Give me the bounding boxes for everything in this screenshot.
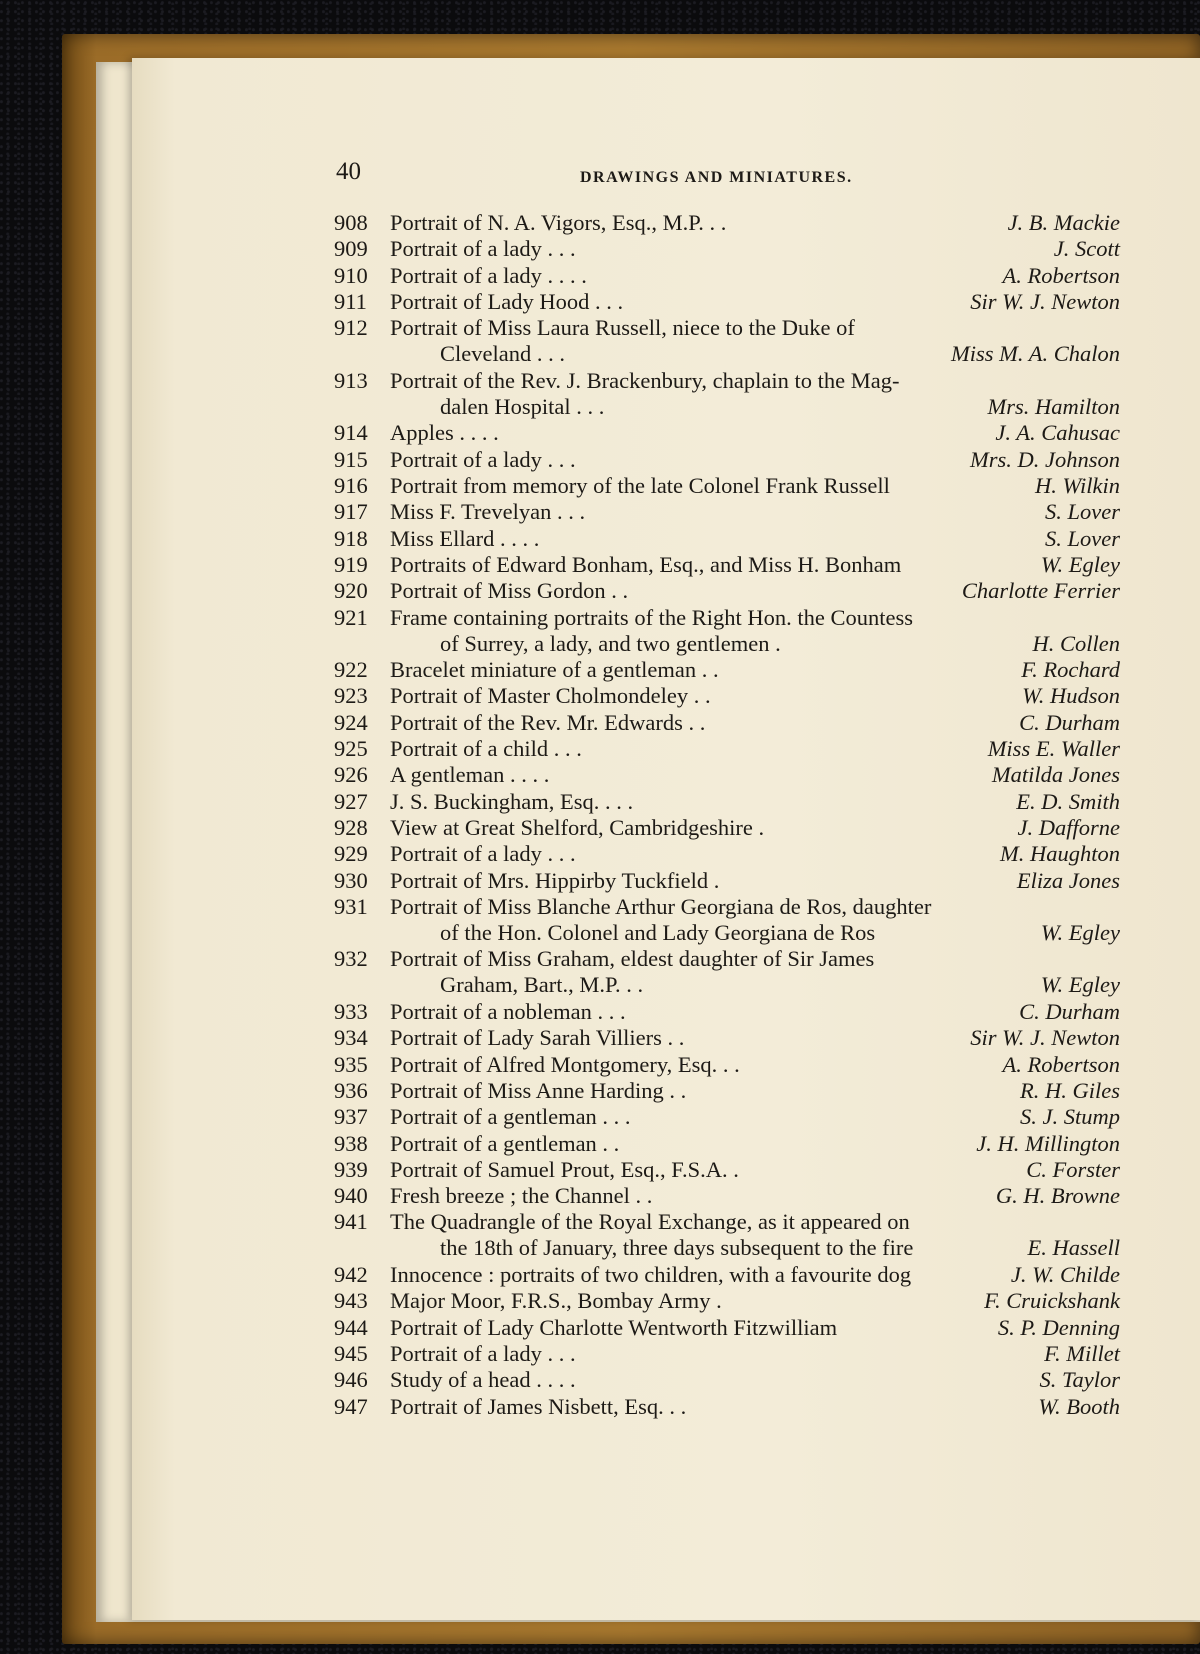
entry-title: Innocence : portraits of two children, with a favourite dog [390, 1262, 912, 1287]
entry-number: 943 [334, 1288, 368, 1314]
entry-title: Portrait of a gentleman . . [390, 1130, 620, 1156]
entry-title-continuation: Graham, Bart., M.P. . . [440, 972, 644, 998]
entry-title: Portrait of Miss Graham, eldest daughter of Sir James [390, 946, 875, 972]
entry-title: Portrait of a lady . . . [390, 1340, 576, 1366]
entry-title: Portrait of a nobleman . . . [390, 999, 626, 1024]
entry-number: 920 [334, 578, 368, 604]
entry-artist: J. Scott [1053, 236, 1120, 262]
entry-title: Miss F. Trevelyan . . . [390, 499, 586, 525]
entry-title-continuation: of Surrey, a lady, and two gentlemen . [440, 630, 781, 656]
entry-artist: C. Forster [1026, 1156, 1120, 1182]
entry-artist: Miss M. A. Chalon [951, 341, 1120, 367]
entry-number: 924 [334, 709, 368, 735]
entry-artist: F. Cruickshank [984, 1288, 1120, 1314]
entry-artist: S. P. Denning [997, 1314, 1120, 1340]
entry-artist: Sir W. J. Newton [970, 1025, 1120, 1051]
entry-title: Portrait of Lady Hood . . . [390, 288, 624, 314]
entry-artist: E. D. Smith [1016, 788, 1120, 814]
entry-title: View at Great Shelford, Cambridgeshire . [390, 814, 765, 840]
entry-artist: Mrs. D. Johnson [970, 446, 1120, 472]
entry-number: 908 [334, 210, 368, 235]
entry-title: Portrait of Mrs. Hippirby Tuckfield . [390, 867, 720, 893]
entry-artist: W. Egley [1040, 919, 1120, 945]
entry-artist: R. H. Giles [1020, 1077, 1120, 1103]
entry-title-continuation: the 18th of January, three days subsequent to the fire [440, 1235, 914, 1261]
entry-title: Portraits of Edward Bonham, Esq., and Miss H. Bonham [390, 551, 902, 577]
entry-number: 913 [334, 367, 368, 393]
entry-number: 928 [334, 814, 368, 840]
entry-artist: Miss E. Waller [987, 736, 1120, 761]
entry-title-continuation: dalen Hospital . . . [440, 393, 605, 419]
entry-artist: A. Robertson [1002, 1051, 1120, 1077]
entry-number: 936 [334, 1077, 368, 1103]
entry-title: Portrait of a lady . . . [390, 236, 576, 262]
entry-number: 921 [334, 604, 368, 630]
entry-artist: W. Hudson [1022, 683, 1120, 709]
entry-title: Portrait of Master Cholmondeley . . [390, 683, 711, 709]
entry-number: 922 [334, 657, 368, 683]
running-head: DRAWINGS AND MINIATURES. [580, 169, 853, 186]
entry-title: Portrait of Miss Blanche Arthur Georgiana de Ros, daughter [390, 893, 932, 919]
entry-artist: W. Booth [1038, 1393, 1120, 1419]
entry-artist: G. H. Browne [995, 1183, 1120, 1209]
entry-number: 917 [334, 499, 368, 525]
entry-artist: Eliza Jones [1016, 867, 1120, 893]
entry-title: Major Moor, F.R.S., Bombay Army . [390, 1288, 722, 1314]
entry-artist: Mrs. Hamilton [987, 393, 1120, 419]
entry-artist: E. Hassell [1027, 1235, 1120, 1261]
entry-number: 910 [334, 262, 368, 288]
entry-title: Portrait of Lady Charlotte Wentworth Fitzwilliam [390, 1314, 838, 1340]
entry-title: The Quadrangle of the Royal Exchange, as it appeared on [390, 1209, 910, 1235]
entry-number: 911 [334, 288, 367, 314]
entry-number: 916 [334, 473, 368, 498]
entry-artist: S. Taylor [1039, 1367, 1120, 1393]
entry-title: Portrait from memory of the late Colonel Frank Russell [390, 473, 890, 498]
entry-number: 938 [334, 1130, 368, 1156]
entry-artist: S. Lover [1045, 499, 1120, 525]
entry-title: Portrait of Samuel Prout, Esq., F.S.A. . [390, 1156, 739, 1182]
entry-number: 944 [334, 1314, 368, 1340]
entry-title: Portrait of a lady . . . [390, 841, 576, 867]
entry-title: A gentleman . . . . [390, 762, 550, 788]
entry-artist: C. Durham [1019, 709, 1120, 735]
entry-title: Bracelet miniature of a gentleman . . [390, 657, 719, 683]
entry-number: 930 [334, 867, 368, 893]
entry-artist: Matilda Jones [991, 762, 1120, 788]
entry-title: Fresh breeze ; the Channel . . [390, 1183, 653, 1209]
entry-title: Portrait of a lady . . . [390, 446, 576, 472]
entry-title: Portrait of the Rev. Mr. Edwards . . [390, 709, 706, 735]
entry-artist: Sir W. J. Newton [970, 288, 1120, 314]
entry-artist: J. W. Childe [1010, 1262, 1120, 1287]
entry-artist: J. Dafforne [1017, 814, 1120, 840]
entry-title: Portrait of Miss Laura Russell, niece to the Duke of [390, 315, 855, 341]
entry-number: 909 [334, 236, 368, 262]
entry-title: J. S. Buckingham, Esq. . . . [390, 788, 634, 814]
entry-title: Portrait of Miss Anne Harding . . [390, 1077, 687, 1103]
entry-artist: J. H. Millington [976, 1130, 1120, 1156]
entry-artist: J. B. Mackie [1007, 210, 1120, 235]
entry-number: 914 [334, 420, 368, 446]
entry-number: 932 [334, 946, 368, 972]
entry-artist: H. Wilkin [1035, 473, 1120, 498]
entry-title-continuation: of the Hon. Colonel and Lady Georgiana de Ros [440, 919, 876, 945]
entry-title: Study of a head . . . . [390, 1367, 576, 1393]
entry-title: Miss Ellard . . . . [390, 525, 540, 551]
entry-title: Portrait of a gentleman . . . [390, 1104, 631, 1130]
entry-title: Portrait of the Rev. J. Brackenbury, chaplain to the Mag- [390, 367, 900, 393]
entry-title: Portrait of Alfred Montgomery, Esq. . . [390, 1051, 740, 1077]
entry-artist: M. Haughton [1000, 841, 1120, 867]
entry-number: 939 [334, 1156, 368, 1182]
entry-number: 946 [334, 1367, 368, 1393]
entry-title: Portrait of a child . . . [390, 736, 582, 761]
entry-number: 912 [334, 315, 368, 341]
entry-artist: S. J. Stump [1020, 1104, 1120, 1130]
entry-title: Portrait of Lady Sarah Villiers . . [390, 1025, 685, 1051]
entry-number: 934 [334, 1025, 368, 1051]
entry-number: 947 [334, 1393, 368, 1419]
entry-number: 940 [334, 1183, 368, 1209]
entry-artist: F. Rochard [1021, 657, 1120, 683]
entry-title: Apples . . . . [390, 420, 499, 446]
entry-artist: J. A. Cahusac [995, 420, 1120, 446]
entry-title: Portrait of James Nisbett, Esq. . . [390, 1393, 687, 1419]
entry-number: 935 [334, 1051, 368, 1077]
entry-number: 926 [334, 762, 368, 788]
entry-title: Portrait of N. A. Vigors, Esq., M.P. . . [390, 210, 727, 235]
entry-number: 931 [334, 893, 368, 919]
entry-title: Frame containing portraits of the Right Hon. the Countess [390, 604, 914, 630]
entry-title-continuation: Cleveland . . . [440, 341, 565, 367]
entry-artist: Charlotte Ferrier [961, 578, 1120, 604]
entry-title: Portrait of Miss Gordon . . [390, 578, 629, 604]
entry-title: Portrait of a lady . . . . [390, 262, 587, 288]
entry-artist: S. Lover [1045, 525, 1120, 551]
entry-artist: W. Egley [1040, 551, 1120, 577]
entry-artist: H. Collen [1032, 630, 1120, 656]
page-number: 40 [336, 158, 361, 185]
entry-artist: C. Durham [1019, 999, 1120, 1024]
entry-artist: F. Millet [1044, 1340, 1120, 1366]
entry-number: 941 [334, 1209, 368, 1235]
entry-number: 927 [334, 788, 368, 814]
entry-number: 933 [334, 999, 368, 1024]
entry-number: 915 [334, 446, 368, 472]
entry-number: 937 [334, 1104, 368, 1130]
entry-number: 923 [334, 683, 368, 709]
entry-number: 945 [334, 1340, 368, 1366]
entry-number: 918 [334, 525, 368, 551]
entry-number: 942 [334, 1262, 368, 1287]
entry-artist: A. Robertson [1002, 262, 1120, 288]
entry-number: 929 [334, 841, 368, 867]
entry-artist: W. Egley [1040, 972, 1120, 998]
entry-number: 925 [334, 736, 368, 761]
entry-number: 919 [334, 551, 368, 577]
